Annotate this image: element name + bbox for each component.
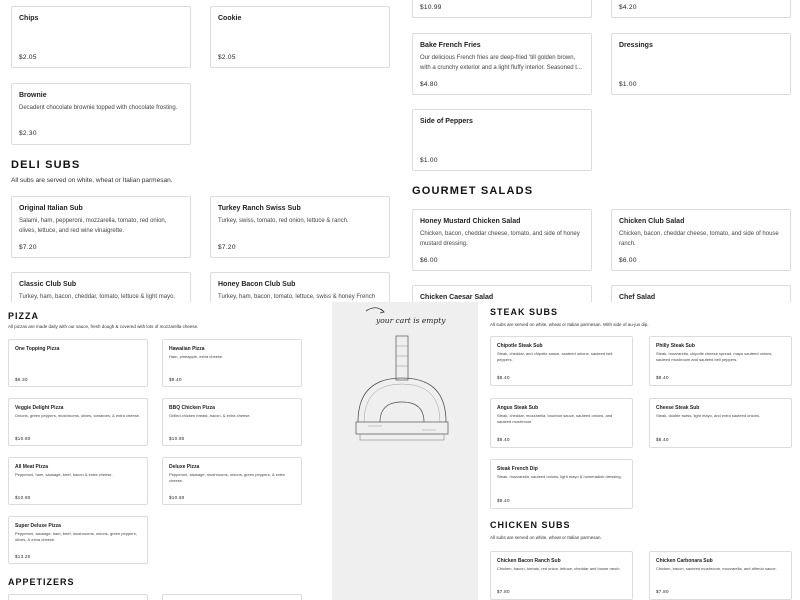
item-name: Honey Bacon Club Sub	[218, 281, 296, 288]
section-subtitle: All subs are served on white, wheat or Italian parmesan.	[11, 177, 173, 184]
item-name: Philly Steak Sub	[656, 343, 695, 349]
item-name: Dressings	[619, 42, 653, 49]
item-price: $2.05	[218, 54, 236, 61]
menu-item-card[interactable]	[8, 516, 148, 564]
cart-panel	[332, 302, 478, 600]
menu-item-card[interactable]	[412, 209, 592, 271]
menu-item-card[interactable]	[11, 83, 191, 145]
pizza-oven-illustration	[332, 302, 478, 600]
item-name: Honey Mustard Chicken Salad	[420, 218, 521, 225]
item-name: Chicken Carbonara Sub	[656, 558, 713, 564]
item-price: $8.40	[497, 498, 510, 503]
menu-item-card[interactable]	[649, 551, 792, 600]
item-price: $6.00	[420, 257, 438, 264]
menu-item-card[interactable]	[412, 109, 592, 171]
item-name: Chicken Bacon Ranch Sub	[497, 558, 561, 564]
menu-item-card[interactable]	[490, 336, 633, 386]
menu-item-card[interactable]	[162, 594, 302, 600]
item-name: Angus Steak Sub	[497, 405, 539, 411]
item-name: One Topping Pizza	[15, 346, 60, 352]
section-title: PIZZA	[8, 311, 39, 321]
item-name: Chicken Club Salad	[619, 218, 685, 225]
item-name: Deluxe Pizza	[169, 464, 200, 470]
item-name: Hawaiian Pizza	[169, 346, 205, 352]
item-price: $2.05	[19, 54, 37, 61]
item-price: $6.30	[15, 377, 28, 382]
item-price: $7.80	[497, 589, 510, 594]
menu-item-card[interactable]	[11, 196, 191, 258]
item-description: Pepperoni, sausage, mushrooms, onions, green peppers, & extra cheese.	[169, 472, 285, 483]
menu-item-card[interactable]	[649, 398, 792, 448]
section-title: STEAK SUBS	[490, 307, 559, 317]
item-price: $10.80	[169, 436, 185, 441]
item-price: $7.80	[656, 589, 669, 594]
section-title: APPETIZERS	[8, 577, 75, 587]
item-description: Our delicious French fries are deep-fried 'till golden brown, with a crunchy exterior and a light fluffy interior. Seasoned t...	[420, 55, 582, 71]
item-name: Bake French Fries	[420, 42, 481, 49]
item-price: $10.80	[15, 495, 31, 500]
item-price: $4.20	[619, 4, 637, 11]
item-description: Pepperoni, ham, sausage, beef, bacon & extra cheese.	[15, 472, 113, 477]
menu-item-card[interactable]	[412, 33, 592, 95]
item-description: Chicken, bacon, cheddar cheese, tomato, and side of house ranch.	[619, 231, 779, 247]
item-name: Chips	[19, 15, 39, 22]
item-name: BBQ Chicken Pizza	[169, 405, 215, 411]
item-description: Steak, double swiss, light mayo, and extra sauteed onions.	[656, 413, 761, 418]
item-name: Cookie	[218, 15, 242, 22]
section-title: DELI SUBS	[11, 159, 81, 171]
item-description: Steak, mozzarella, chipotle cheese spread, mayo sauteed onions, sauteed mushroom and sauteed bell peppers.	[656, 351, 773, 362]
section-title: GOURMET SALADS	[412, 185, 534, 197]
item-price: $10.80	[15, 436, 31, 441]
menu-item-card[interactable]	[11, 6, 191, 68]
item-price: $9.40	[169, 377, 182, 382]
item-price: $4.80	[420, 81, 438, 88]
item-description: Steak, cheddar, and chipotle sauce, sauteed onions, sauteed bell peppers.	[497, 351, 613, 362]
menu-item-card[interactable]	[8, 594, 148, 600]
menu-item-card[interactable]	[8, 398, 148, 446]
item-price: $13.20	[15, 554, 31, 559]
item-price: $7.20	[19, 244, 37, 251]
menu-item-card[interactable]	[611, 0, 791, 18]
item-description: Turkey, swiss, tomato, red onion, lettuce & ranch.	[218, 218, 349, 224]
item-name: Side of Peppers	[420, 118, 473, 125]
item-name: Veggie Delight Pizza	[15, 405, 64, 411]
menu-item-card[interactable]	[210, 196, 390, 258]
item-description: Decadent chocolate brownie topped with chocolate frosting.	[19, 105, 178, 111]
item-price: $8.40	[497, 375, 510, 380]
menu-item-card[interactable]	[162, 398, 302, 446]
menu-item-card[interactable]	[490, 551, 633, 600]
item-name: Steak French Dip	[497, 466, 538, 472]
menu-item-card[interactable]	[8, 339, 148, 387]
menu-item-card[interactable]	[611, 209, 791, 271]
item-description: Chicken, bacon, sauteed mushroom, mozzarella, and alfredo sauce.	[656, 566, 777, 571]
item-description: Turkey, ham, bacon, cheddar, tomato, lettuce & light mayo.	[19, 294, 176, 300]
item-description: Ham, pineapple, extra cheese.	[169, 354, 224, 359]
item-name: Classic Club Sub	[19, 281, 77, 288]
item-name: Super Deluxe Pizza	[15, 523, 61, 529]
item-description: Steak, cheddar, mozzarella, bourbon sauce, sauteed onions, and sauteed mushroom.	[497, 413, 613, 424]
item-description: Turkey, ham, bacon, tomato, lettuce, swiss & honey French	[218, 294, 376, 300]
cart-empty-message: your cart is empty	[376, 316, 446, 325]
menu-item-card[interactable]	[611, 33, 791, 95]
menu-item-card[interactable]	[162, 457, 302, 505]
menu-item-card[interactable]	[490, 398, 633, 448]
item-description: Onions, green peppers, mushrooms, olives, tomatoes, & extra cheese.	[15, 413, 140, 418]
section-title: CHICKEN SUBS	[490, 520, 571, 530]
menu-item-card[interactable]	[8, 457, 148, 505]
item-name: All Meat Pizza	[15, 464, 49, 470]
menu-item-card[interactable]	[210, 6, 390, 68]
item-price: $6.00	[619, 257, 637, 264]
item-price: $2.30	[19, 130, 37, 137]
section-subtitle: All subs are served on white, wheat or Italian parmesan.	[490, 535, 602, 540]
item-name: Cheese Steak Sub	[656, 405, 700, 411]
item-name: Chipotle Steak Sub	[497, 343, 543, 349]
item-name: Turkey Ranch Swiss Sub	[218, 205, 301, 212]
item-price: $7.20	[218, 244, 236, 251]
menu-item-card[interactable]	[162, 339, 302, 387]
item-price: $10.99	[420, 4, 442, 11]
item-name: Original Italian Sub	[19, 205, 83, 212]
item-description: Salami, ham, pepperoni, mozzarella, tomato, red onion, olives, lettuce, and red wine vinaigrette.	[19, 218, 167, 234]
item-price: $10.80	[169, 495, 185, 500]
section-subtitle: All subs are served on white, wheat or Italian parmesan. With side of au-jus dip.	[490, 322, 649, 327]
menu-item-card[interactable]	[490, 459, 633, 509]
item-price: $8.40	[497, 437, 510, 442]
item-description: Chicken, bacon, tomato, red onion, lettuce, cheddar and house ranch.	[497, 566, 621, 571]
item-name: Chef Salad	[619, 294, 656, 301]
menu-item-card[interactable]	[412, 0, 592, 18]
item-price: $8.40	[656, 437, 669, 442]
item-price: $8.40	[656, 375, 669, 380]
item-price: $1.00	[420, 157, 438, 164]
item-name: Chicken Caesar Salad	[420, 294, 494, 301]
item-description: Steak, mozzarella, sauteed onions, light mayo & horseradish dressing.	[497, 474, 622, 479]
item-price: $1.00	[619, 81, 637, 88]
item-description: Chicken, bacon, cheddar cheese, tomato, and side of honey mustard dressing.	[420, 231, 580, 247]
section-subtitle: All pizzas are made daily with our sauce, fresh dough & covered with lots of mozzarella cheese.	[8, 324, 199, 329]
menu-item-card[interactable]	[649, 336, 792, 386]
item-description: Pepperoni, sausage, ham, beef, mushrooms, onions, green peppers, olives, & extra cheese.	[15, 531, 137, 542]
item-name: Brownie	[19, 92, 47, 99]
item-description: Grilled chicken breast, bacon, & extra cheese.	[169, 413, 251, 418]
